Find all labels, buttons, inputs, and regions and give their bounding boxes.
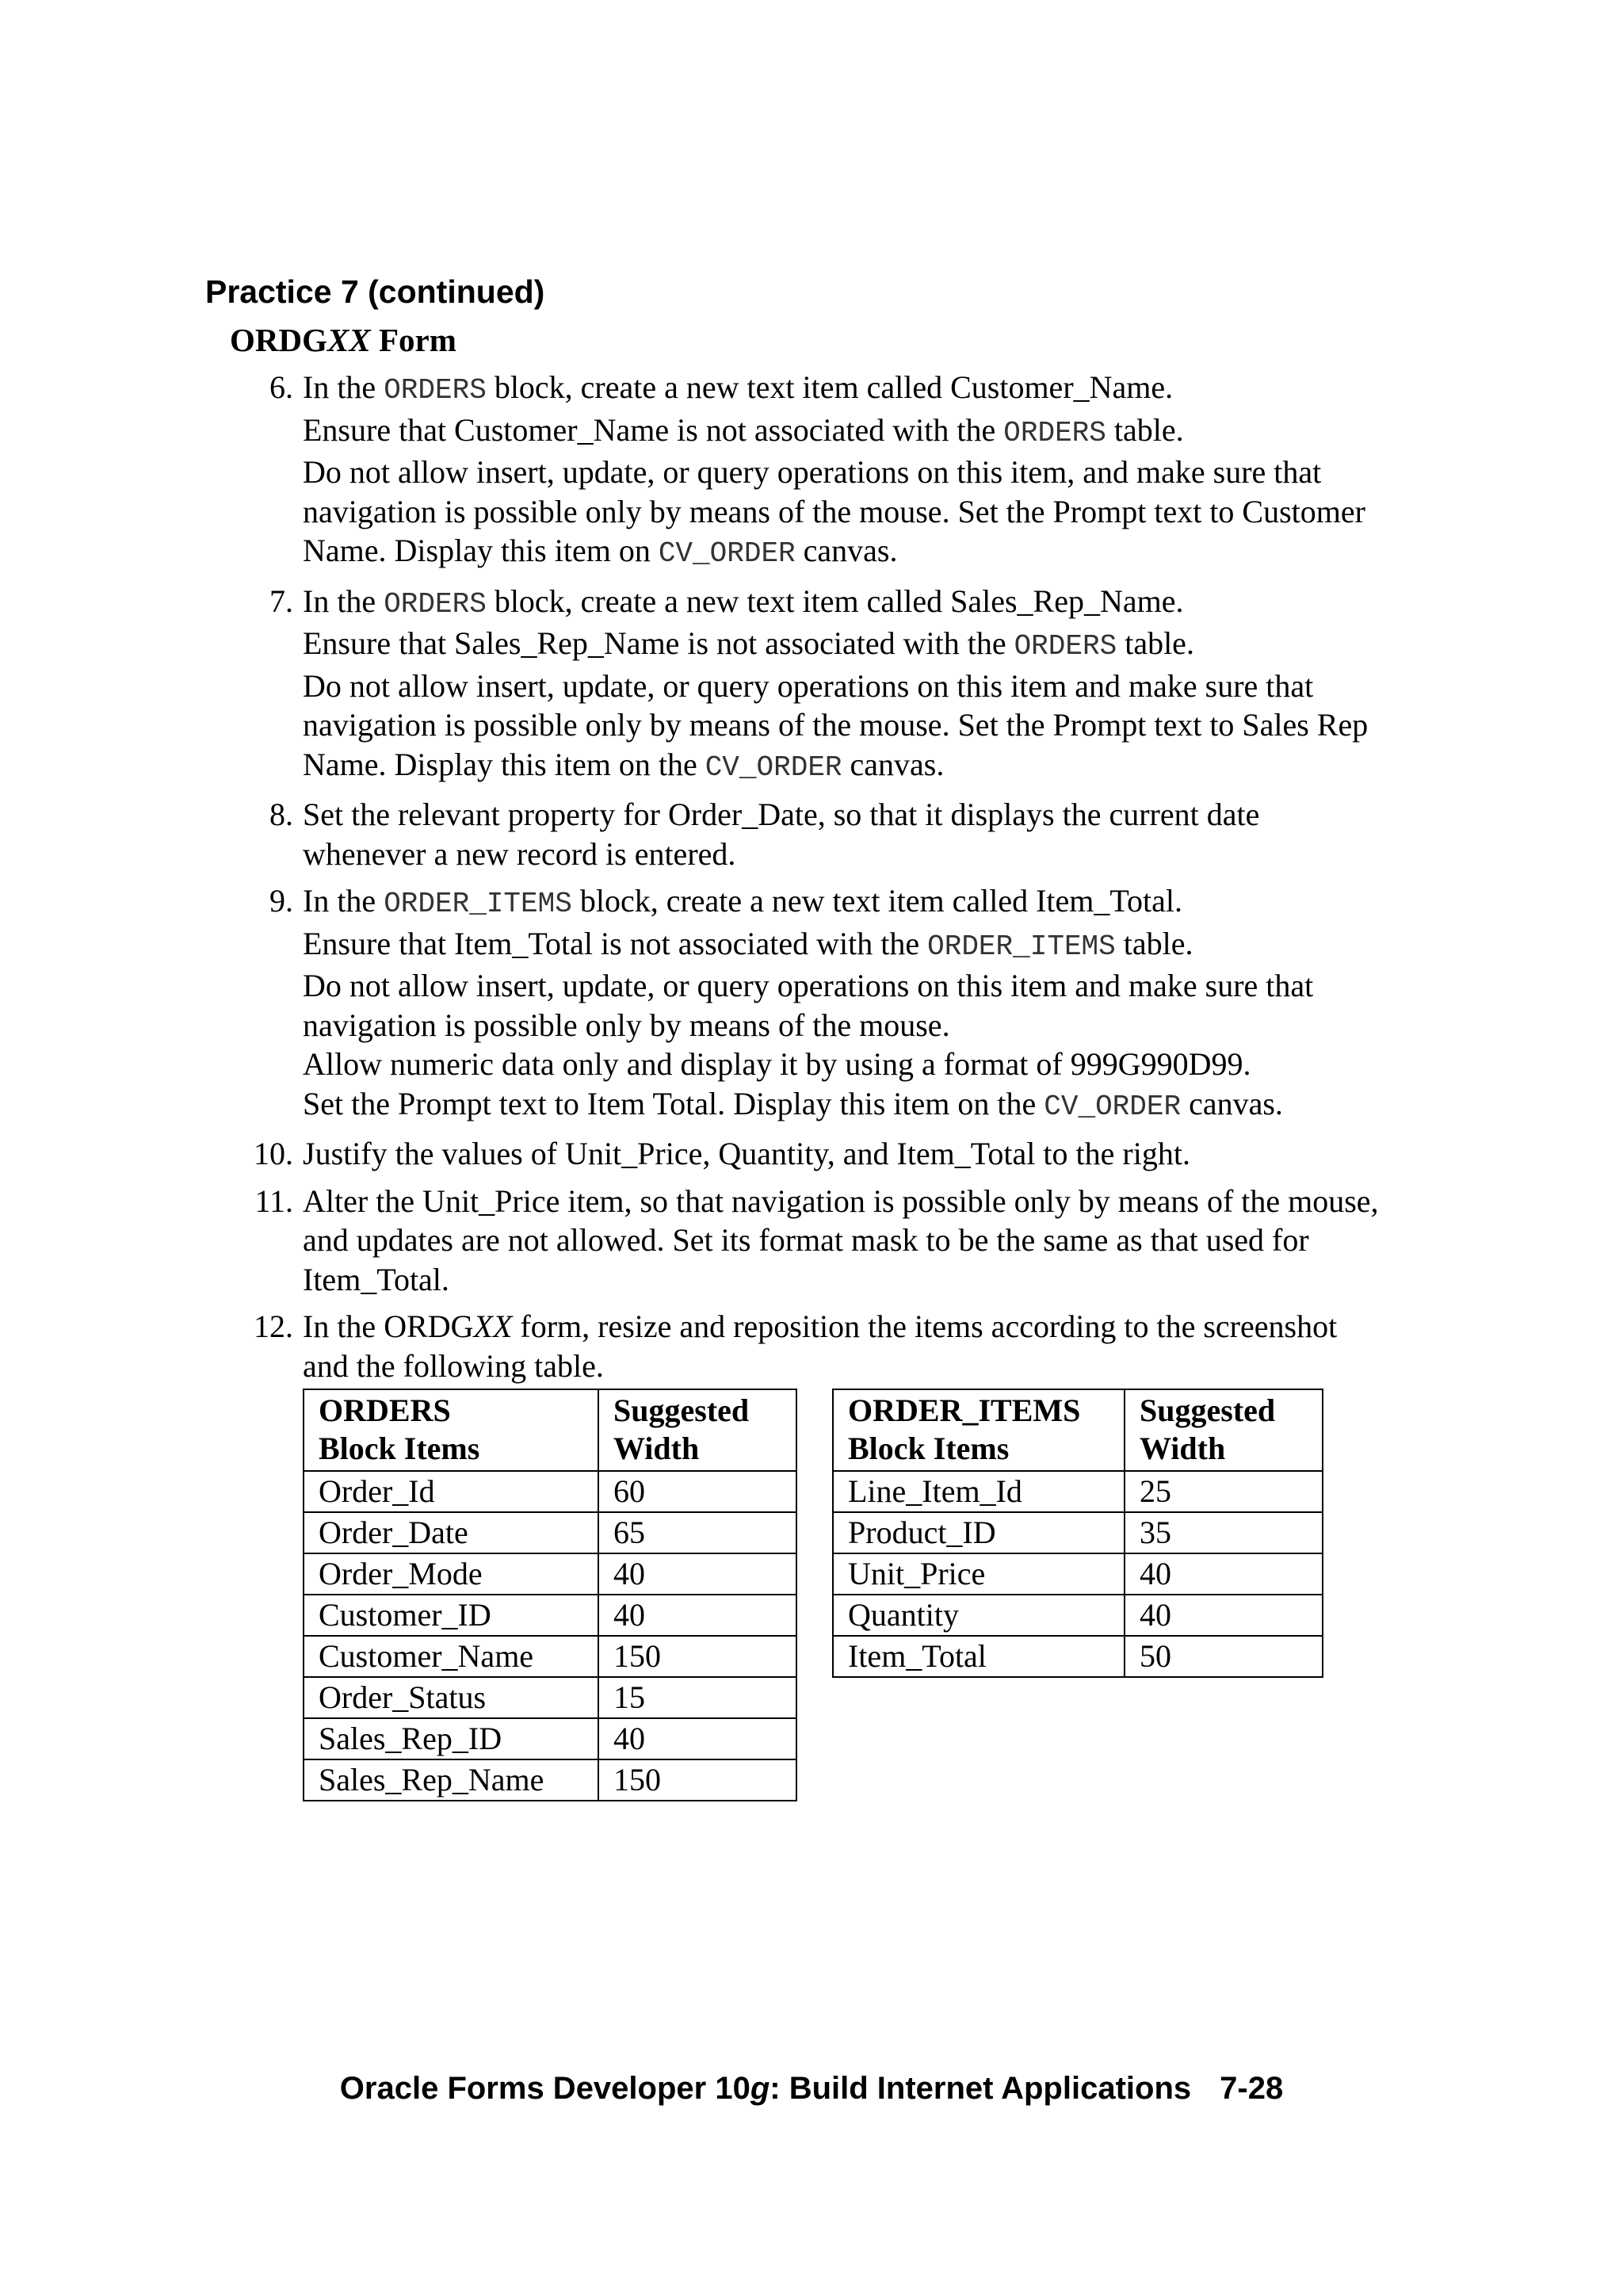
page-footer bbox=[0, 2069, 1623, 2108]
step-line: Set the relevant property for Order_Date, so that it displays the current date bbox=[303, 797, 1260, 832]
step-line: Alter the Unit_Price item, so that navigation is possible only by means of the mouse, bbox=[303, 1182, 1379, 1219]
table-row bbox=[304, 1553, 796, 1595]
suggested-width-cell: 35 bbox=[1125, 1512, 1323, 1553]
table-row bbox=[833, 1471, 1323, 1512]
suggested-width-cell: 40 bbox=[598, 1718, 796, 1759]
table-row bbox=[304, 1512, 796, 1553]
block-item-cell: Quantity bbox=[833, 1595, 1125, 1636]
table-header-row bbox=[833, 1389, 1323, 1471]
block-item-cell: Sales_Rep_Name bbox=[304, 1759, 598, 1801]
section-subtitle bbox=[230, 319, 456, 361]
step-line: and the following table. bbox=[303, 1347, 604, 1384]
table-row bbox=[304, 1759, 796, 1801]
column-header: Suggested Width bbox=[598, 1389, 796, 1471]
block-item-cell: Unit_Price bbox=[833, 1553, 1125, 1595]
step-line: Name. Display this item on the CV_ORDER canvas. bbox=[303, 746, 945, 784]
footer-title-italic: g bbox=[750, 2071, 770, 2106]
column-header: ORDER_ITEMS Block Items bbox=[833, 1389, 1125, 1471]
suggested-width-cell: 40 bbox=[1125, 1595, 1323, 1636]
suggested-width-cell: 15 bbox=[598, 1677, 796, 1718]
step-item bbox=[230, 795, 1466, 873]
step-line: whenever a new record is entered. bbox=[303, 835, 736, 872]
step-line: Set the Prompt text to Item Total. Display this item on the CV_ORDER canvas. bbox=[303, 1085, 1283, 1123]
step-line: Ensure that Customer_Name is not associated with the ORDERS table. bbox=[303, 411, 1184, 449]
step-line: navigation is possible only by means of the mouse. Set the Prompt text to Customer bbox=[303, 493, 1365, 529]
step-line: In the ORDGXX form, resize and reposition the items according to the screenshot bbox=[303, 1308, 1338, 1344]
block-item-cell: Order_Mode bbox=[304, 1553, 598, 1595]
orders-width-table bbox=[303, 1389, 797, 1801]
table-header-row bbox=[304, 1389, 796, 1471]
step-line: Do not allow insert, update, or query operations on this item and make sure that bbox=[303, 968, 1314, 1003]
code-identifier: ORDER_ITEMS bbox=[927, 930, 1116, 963]
step-number: 10. bbox=[254, 1136, 293, 1171]
block-item-cell: Product_ID bbox=[833, 1512, 1125, 1553]
step-line: Allow numeric data only and display it by using a format of 999G990D99. bbox=[303, 1046, 1251, 1082]
step-line: Do not allow insert, update, or query operations on this item, and make sure that bbox=[303, 454, 1322, 490]
step-number: 12. bbox=[254, 1308, 293, 1344]
step-line: Ensure that Sales_Rep_Name is not associated with the ORDERS table. bbox=[303, 625, 1194, 663]
column-header: ORDERS Block Items bbox=[304, 1389, 598, 1471]
step-number: 8. bbox=[269, 797, 293, 832]
footer-title-prefix: Oracle Forms Developer 10 bbox=[339, 2071, 750, 2106]
step-line: Justify the values of Unit_Price, Quantity, and Item_Total to the right. bbox=[303, 1136, 1190, 1171]
subtitle-suffix: Form bbox=[370, 322, 456, 358]
table-row bbox=[304, 1636, 796, 1677]
block-item-cell: Line_Item_Id bbox=[833, 1471, 1125, 1512]
suggested-width-cell: 60 bbox=[598, 1471, 796, 1512]
block-item-cell: Customer_Name bbox=[304, 1636, 598, 1677]
subtitle-italic: XX bbox=[327, 322, 371, 358]
subtitle-prefix: ORDG bbox=[230, 322, 327, 358]
suggested-width-cell: 40 bbox=[598, 1553, 796, 1595]
step-line: In the ORDER_ITEMS block, create a new text item called Item_Total. bbox=[303, 883, 1183, 920]
suggested-width-cell: 40 bbox=[598, 1595, 796, 1636]
code-identifier: ORDERS bbox=[384, 587, 487, 621]
suggested-width-cell: 65 bbox=[598, 1512, 796, 1553]
table-row bbox=[304, 1718, 796, 1759]
step-line: Do not allow insert, update, or query operations on this item and make sure that bbox=[303, 667, 1314, 704]
suggested-width-cell: 150 bbox=[598, 1636, 796, 1677]
step-item bbox=[230, 582, 1466, 788]
block-item-cell: Order_Id bbox=[304, 1471, 598, 1512]
step-item bbox=[230, 1307, 1466, 1385]
step-number: 11. bbox=[254, 1182, 293, 1219]
table-row bbox=[833, 1595, 1323, 1636]
table-row bbox=[304, 1471, 796, 1512]
italic-text: XX bbox=[473, 1308, 513, 1344]
suggested-width-cell: 150 bbox=[598, 1759, 796, 1801]
step-line: navigation is possible only by means of the mouse. Set the Prompt text to Sales Rep bbox=[303, 707, 1369, 743]
page-title: Practice 7 (continued) bbox=[205, 273, 545, 310]
step-line: Ensure that Item_Total is not associated with the ORDER_ITEMS table. bbox=[303, 925, 1193, 963]
step-number: 9. bbox=[269, 883, 293, 919]
step-number: 7. bbox=[269, 583, 293, 619]
block-item-cell: Item_Total bbox=[833, 1636, 1125, 1677]
step-item bbox=[230, 368, 1466, 574]
table-row bbox=[304, 1595, 796, 1636]
code-identifier: CV_ORDER bbox=[658, 537, 796, 570]
code-identifier: ORDER_ITEMS bbox=[384, 888, 572, 920]
footer-title-suffix: : Build Internet Applications bbox=[769, 2071, 1192, 2106]
table-row bbox=[833, 1512, 1323, 1553]
page-number: 7-28 bbox=[1220, 2071, 1284, 2106]
step-line: In the ORDERS block, create a new text item called Customer_Name. bbox=[303, 369, 1174, 407]
step-line: Name. Display this item on CV_ORDER canvas. bbox=[303, 533, 898, 570]
step-number: 6. bbox=[269, 369, 293, 405]
table-row bbox=[833, 1636, 1323, 1677]
block-item-cell: Order_Status bbox=[304, 1677, 598, 1718]
suggested-width-cell: 25 bbox=[1125, 1471, 1323, 1512]
step-item bbox=[230, 1182, 1466, 1300]
step-item bbox=[230, 881, 1466, 1126]
order-items-width-table bbox=[832, 1389, 1323, 1678]
step-item bbox=[230, 1134, 1466, 1174]
step-line: Item_Total. bbox=[303, 1261, 449, 1297]
footer-book-title bbox=[340, 2071, 1191, 2106]
code-identifier: ORDERS bbox=[384, 374, 487, 407]
practice-steps-list bbox=[230, 368, 1466, 1393]
code-identifier: ORDERS bbox=[1003, 416, 1106, 449]
code-identifier: CV_ORDER bbox=[1044, 1090, 1182, 1123]
code-identifier: ORDERS bbox=[1014, 630, 1117, 663]
table-row bbox=[304, 1677, 796, 1718]
code-identifier: CV_ORDER bbox=[705, 751, 842, 784]
step-line: navigation is possible only by means of the mouse. bbox=[303, 1007, 950, 1043]
step-line: In the ORDERS block, create a new text item called Sales_Rep_Name. bbox=[303, 583, 1184, 621]
suggested-width-cell: 50 bbox=[1125, 1636, 1323, 1677]
column-header: Suggested Width bbox=[1125, 1389, 1323, 1471]
step-line: and updates are not allowed. Set its format mask to be the same as that used for bbox=[303, 1222, 1309, 1258]
suggested-width-cell: 40 bbox=[1125, 1553, 1323, 1595]
table-row bbox=[833, 1553, 1323, 1595]
block-item-cell: Sales_Rep_ID bbox=[304, 1718, 598, 1759]
block-item-cell: Customer_ID bbox=[304, 1595, 598, 1636]
block-item-cell: Order_Date bbox=[304, 1512, 598, 1553]
